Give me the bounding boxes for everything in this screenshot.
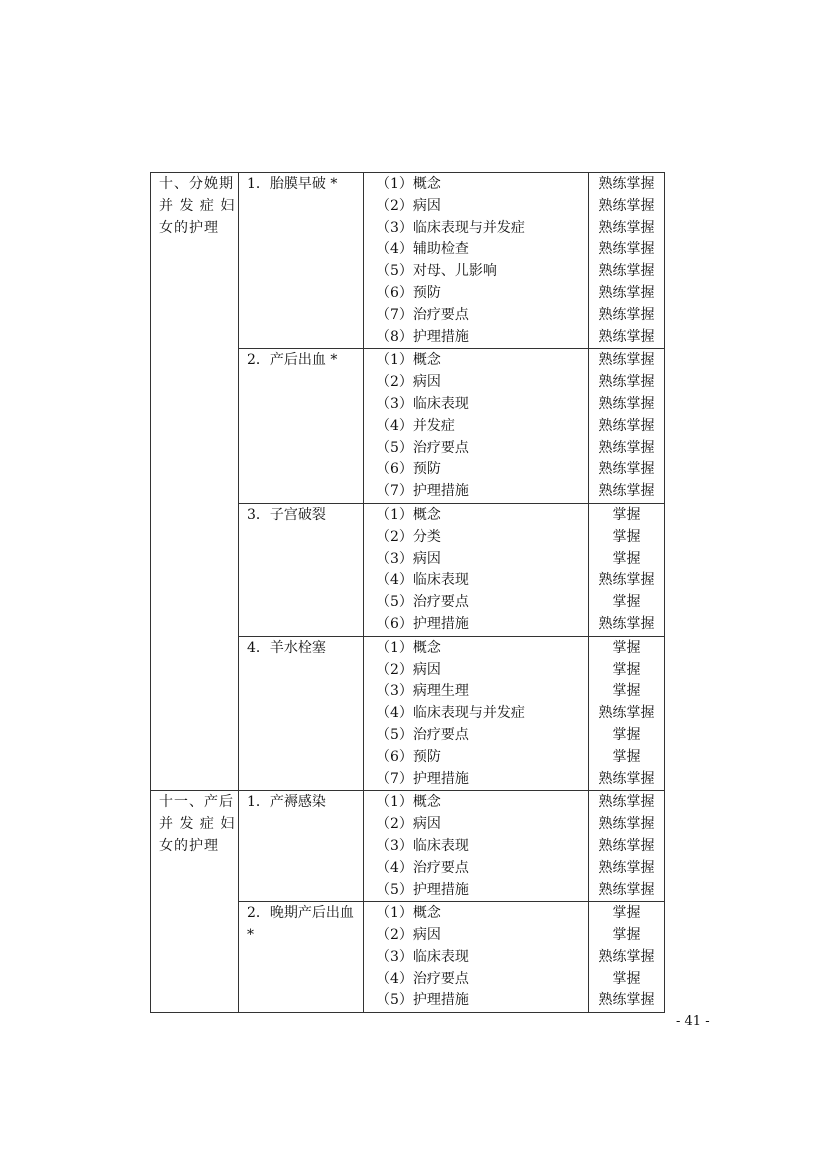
levels-cell <box>589 349 665 504</box>
syllabus-body <box>151 173 665 1013</box>
item-text: （5）护理措施 <box>376 881 469 898</box>
item-text: （1）概念 <box>376 352 441 369</box>
table-row <box>151 791 665 902</box>
item-text: （2）分类 <box>376 528 441 545</box>
item-level: 熟练掌握 <box>598 306 655 323</box>
item-text: （1）概念 <box>376 794 441 811</box>
item-level: 熟练掌握 <box>598 439 655 456</box>
topic-cell <box>239 902 364 1013</box>
topic-label: 1．产褥感染 <box>247 794 326 811</box>
item-level: 熟练掌握 <box>598 859 655 876</box>
unit-title-cell <box>151 173 239 791</box>
item-level: 熟练掌握 <box>598 417 655 434</box>
item-text: （3）病因 <box>376 550 441 567</box>
item-level: 熟练掌握 <box>598 374 655 391</box>
item-level: 熟练掌握 <box>598 816 655 833</box>
item-level: 熟练掌握 <box>598 263 655 280</box>
item-text: （5）护理措施 <box>376 992 469 1009</box>
item-text: （7）护理措施 <box>376 770 469 787</box>
item-text: （6）预防 <box>376 461 441 478</box>
table-row <box>151 173 665 349</box>
unit-title-line: 女的护理 <box>159 219 219 236</box>
topic-cell <box>239 349 364 504</box>
levels-cell <box>589 791 665 902</box>
item-text: （7）治疗要点 <box>376 306 469 323</box>
topic-cell <box>239 636 364 791</box>
unit-title-line: 十、分娩期 <box>159 176 234 192</box>
item-level: 掌握 <box>612 661 641 678</box>
topic-label: 2．产后出血 * <box>247 352 338 369</box>
item-level: 熟练掌握 <box>598 461 655 478</box>
levels-cell <box>589 173 665 349</box>
item-text: （4）辅助检查 <box>376 241 469 258</box>
topic-cell <box>239 173 364 349</box>
item-text: （1）概念 <box>376 639 441 656</box>
items-cell <box>364 791 589 902</box>
item-level: 熟练掌握 <box>598 284 655 301</box>
item-text: （6）预防 <box>376 748 441 765</box>
levels-cell <box>589 902 665 1013</box>
item-text: （2）病因 <box>376 927 441 944</box>
item-level: 熟练掌握 <box>598 705 655 722</box>
item-text: （3）临床表现 <box>376 948 469 965</box>
item-level: 熟练掌握 <box>598 572 655 589</box>
item-level: 熟练掌握 <box>598 881 655 898</box>
item-level: 熟练掌握 <box>598 395 655 412</box>
item-text: （4）治疗要点 <box>376 859 469 876</box>
levels-cell <box>589 503 665 636</box>
item-level: 掌握 <box>612 639 641 656</box>
items-cell <box>364 636 589 791</box>
item-level: 掌握 <box>612 594 641 611</box>
item-text: （2）病因 <box>376 374 441 391</box>
item-level: 熟练掌握 <box>598 176 655 192</box>
item-text: （1）概念 <box>376 506 441 523</box>
item-level: 熟练掌握 <box>598 483 655 500</box>
item-text: （4）并发症 <box>376 417 455 434</box>
item-text: （6）护理措施 <box>376 615 469 632</box>
item-text: （1）概念 <box>376 176 441 192</box>
items-cell <box>364 503 589 636</box>
unit-title-line: 并 发 症 妇 <box>159 197 236 214</box>
item-text: （2）病因 <box>376 197 441 214</box>
item-level: 熟练掌握 <box>598 197 655 214</box>
syllabus-table <box>150 172 665 1013</box>
page-number: - 41 - <box>676 1014 710 1029</box>
item-text: （8）护理措施 <box>376 328 469 345</box>
item-level: 熟练掌握 <box>598 794 655 811</box>
item-text: （3）临床表现 <box>376 395 469 412</box>
unit-title-cell <box>151 791 239 1013</box>
item-text: （5）治疗要点 <box>376 594 469 611</box>
topic-label: 1．胎膜早破 * <box>247 176 338 192</box>
topic-cell <box>239 791 364 902</box>
item-text: （7）护理措施 <box>376 483 469 500</box>
item-text: （2）病因 <box>376 661 441 678</box>
item-level: 熟练掌握 <box>598 615 655 632</box>
item-text: （3）病理生理 <box>376 683 469 700</box>
item-level: 熟练掌握 <box>598 770 655 787</box>
item-text: （4）治疗要点 <box>376 970 469 987</box>
item-text: （1）概念 <box>376 905 441 922</box>
item-level: 熟练掌握 <box>598 219 655 236</box>
topic-label: 2．晚期产后出血 * <box>247 905 354 944</box>
item-level: 熟练掌握 <box>598 837 655 854</box>
item-text: （2）病因 <box>376 816 441 833</box>
levels-cell <box>589 636 665 791</box>
item-level: 熟练掌握 <box>598 328 655 345</box>
item-text: （3）临床表现与并发症 <box>376 219 525 236</box>
item-level: 掌握 <box>612 506 641 523</box>
item-text: （5）对母、儿影响 <box>376 263 497 280</box>
item-level: 熟练掌握 <box>598 241 655 258</box>
item-level: 掌握 <box>612 748 641 765</box>
items-cell <box>364 902 589 1013</box>
item-level: 熟练掌握 <box>598 352 655 369</box>
item-level: 掌握 <box>612 905 641 922</box>
topic-cell <box>239 503 364 636</box>
item-text: （4）临床表现与并发症 <box>376 705 525 722</box>
item-level: 熟练掌握 <box>598 992 655 1009</box>
items-cell <box>364 173 589 349</box>
item-text: （5）治疗要点 <box>376 439 469 456</box>
item-text: （3）临床表现 <box>376 837 469 854</box>
unit-title-line: 女的护理 <box>159 837 219 854</box>
item-level: 掌握 <box>612 970 641 987</box>
item-level: 熟练掌握 <box>598 948 655 965</box>
item-text: （4）临床表现 <box>376 572 469 589</box>
items-cell <box>364 349 589 504</box>
item-level: 掌握 <box>612 683 641 700</box>
item-text: （6）预防 <box>376 284 441 301</box>
item-level: 掌握 <box>612 528 641 545</box>
item-level: 掌握 <box>612 550 641 567</box>
item-level: 掌握 <box>612 726 641 743</box>
unit-title-line: 并 发 症 妇 <box>159 816 236 833</box>
topic-label: 4．羊水栓塞 <box>247 639 326 656</box>
topic-label: 3．子宫破裂 <box>247 506 326 523</box>
item-level: 掌握 <box>612 927 641 944</box>
unit-title-line: 十一、产后 <box>159 794 234 811</box>
item-text: （5）治疗要点 <box>376 726 469 743</box>
